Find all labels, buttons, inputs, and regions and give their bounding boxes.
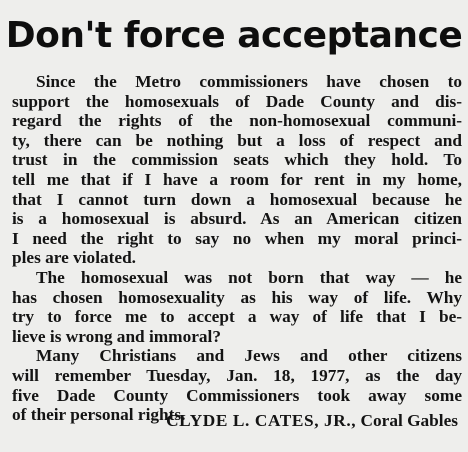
body-line: ty, there can be nothing but a loss of respect and (12, 130, 462, 150)
body-line: tell me that if I have a room for rent in my home, (12, 169, 462, 189)
body-line: ples are violated. (12, 248, 136, 268)
body-line: try to force me to accept a way of life that I be- (12, 307, 462, 327)
body-line: that I cannot turn down a homosexual because he (12, 189, 462, 209)
body-line: Many Christians and Jews and other citizens (36, 346, 462, 366)
body-line: of their personal rights. (12, 405, 186, 425)
body-line: is a homosexual is absurd. As an American citizen (12, 209, 462, 229)
body-line: The homosexual was not born that way — he (36, 267, 462, 287)
signature-location: Coral Gables (360, 411, 458, 430)
body-line: will remember Tuesday, Jan. 18, 1977, as the day (12, 365, 462, 385)
body-line: Since the Metro commissioners have chosen to (36, 72, 462, 91)
body-line: five Dade County Commissioners took away some (12, 385, 462, 405)
headline: Don't force acceptance (5, 15, 463, 56)
letter-body (12, 72, 462, 425)
body-line: trust in the commission seats which they hold. To (12, 150, 462, 170)
body-line: lieve is wrong and immoral? (12, 326, 221, 346)
body-line: I need the right to say no when my moral princi- (12, 228, 462, 248)
body-line: support the homosexuals of Dade County and dis- (12, 91, 462, 111)
body-line: regard the rights of the non-homosexual communi- (12, 111, 462, 131)
signature (166, 411, 458, 431)
body-line: has chosen homosexuality as his way of life. Why (12, 287, 462, 307)
signature-name: CLYDE L. CATES, JR., (166, 411, 357, 430)
